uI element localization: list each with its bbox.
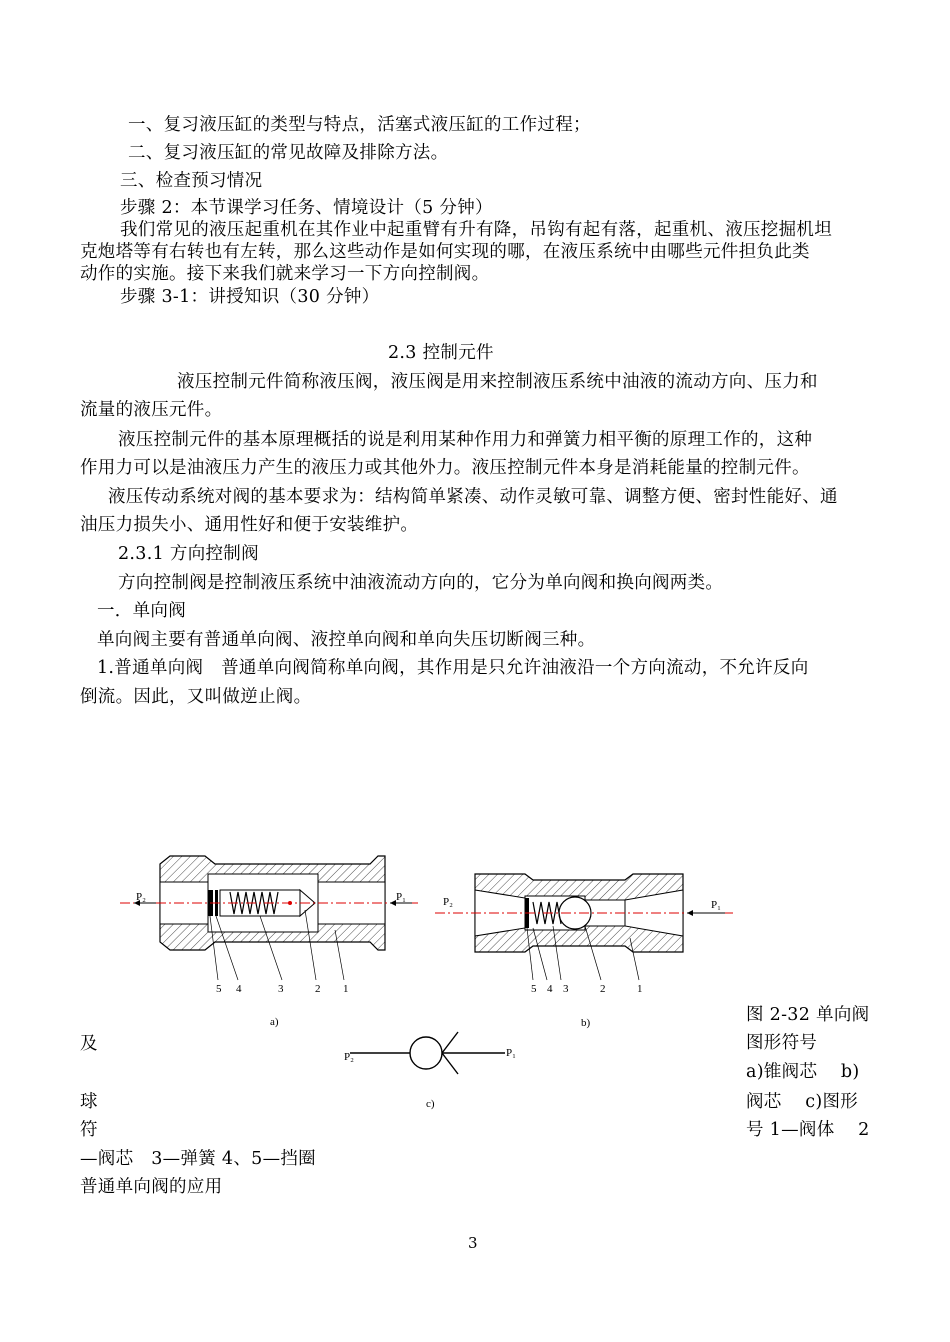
- b-num-3: 3: [563, 983, 569, 995]
- figure-a-cone-valve: [120, 850, 420, 1040]
- b-num-4: 4: [547, 983, 553, 995]
- figure-caption-line-2: 图形符号: [746, 1033, 818, 1053]
- intro-paragraph-line-2: 克炮塔等有右转也有左转，那么这些动作是如何实现的哪，在液压系统中由哪些元件担负此类: [80, 242, 810, 262]
- paragraph-4-line-2: 油压力损失小、通用性好和便于安装维护。: [80, 515, 419, 535]
- paragraph-3-line-1: 液压控制元件的基本原理概括的说是利用某种作用力和弹簧力相平衡的原理工作的，这种: [118, 430, 813, 450]
- b-label: b): [581, 1017, 591, 1029]
- check-valve-heading: 一．单向阀: [97, 601, 186, 621]
- b-num-2: 2: [600, 983, 606, 995]
- a-port-p1: P₁: [396, 891, 406, 903]
- figure-caption-line-3: a)锥阀芯 b): [746, 1062, 860, 1082]
- b-num-1: 1: [637, 983, 643, 995]
- a-num-3: 3: [278, 983, 284, 995]
- intro-paragraph-line-3: 动作的实施。接下来我们就来学习一下方向控制阀。: [80, 264, 490, 284]
- paragraph-7-line-2: 倒流。因此，又叫做逆止阀。: [80, 687, 312, 707]
- side-text-4: —阀芯 3—弹簧 4、5—挡圈: [80, 1149, 316, 1169]
- section-heading: 2.3 控制元件: [388, 343, 494, 363]
- b-port-p2: P₂: [443, 896, 453, 908]
- paragraph-5: 方向控制阀是控制液压系统中油液流动方向的，它分为单向阀和换向阀两类。: [118, 573, 724, 593]
- paragraph-2-line-1: 液压控制元件简称液压阀，液压阀是用来控制液压系统中油液的流动方向、压力和: [177, 372, 818, 392]
- side-text-5: 普通单向阀的应用: [80, 1177, 223, 1197]
- side-text-3: 符: [80, 1120, 98, 1140]
- c-port-p2: P₂: [344, 1051, 354, 1063]
- paragraph-4-line-1: 液压传动系统对阀的基本要求为：结构简单紧凑、动作灵敏可靠、调整方便、密封性能好、通: [108, 487, 838, 507]
- figure-caption-line-1: 图 2-32 单向阀: [746, 1005, 870, 1025]
- intro-paragraph-line-1: 我们常见的液压起重机在其作业中起重臂有升有降，吊钩有起有落，起重机、液压挖掘机坦: [120, 220, 832, 240]
- a-num-5: 5: [216, 983, 222, 995]
- paragraph-3-line-2: 作用力可以是油液压力产生的液压力或其他外力。液压控制元件本身是消耗能量的控制元件。: [80, 458, 810, 478]
- figure-caption-line-4: 阀芯 c)图形: [746, 1092, 859, 1112]
- figure-b-ball-valve: [435, 860, 735, 1040]
- side-text-2: 球: [80, 1092, 98, 1112]
- paragraph-7-line-1: 1.普通单向阀 普通单向阀简称单向阀，其作用是只允许油液沿一个方向流动，不允许反向: [97, 658, 809, 678]
- review-item-1: 一、复习液压缸的类型与特点，活塞式液压缸的工作过程；: [128, 115, 591, 135]
- a-num-2: 2: [315, 983, 321, 995]
- paragraph-2-line-2: 流量的液压元件。: [80, 400, 223, 420]
- c-label: c): [426, 1098, 435, 1110]
- a-num-1: 1: [343, 983, 349, 995]
- b-num-5: 5: [531, 983, 537, 995]
- b-port-p1: P₁: [711, 899, 721, 911]
- a-num-4: 4: [236, 983, 242, 995]
- review-item-2: 二、复习液压缸的常见故障及排除方法。: [128, 143, 449, 163]
- figure-c-symbol: [330, 1020, 550, 1120]
- c-port-p1: P₁: [506, 1047, 516, 1059]
- subsection-heading: 2.3.1 方向控制阀: [118, 544, 259, 564]
- step-2-line: 步骤 2：本节课学习任务、情境设计（5 分钟）: [120, 198, 493, 218]
- figure-caption-line-5: 号 1—阀体 2: [746, 1120, 870, 1140]
- paragraph-6: 单向阀主要有普通单向阀、液控单向阀和单向失压切断阀三种。: [97, 630, 596, 650]
- review-item-3: 三、检查预习情况: [120, 171, 263, 191]
- page-number: 3: [468, 1234, 478, 1252]
- a-label: a): [270, 1016, 279, 1028]
- a-port-p2: P₂: [136, 891, 146, 903]
- step-3-line: 步骤 3-1：讲授知识（30 分钟）: [120, 287, 380, 307]
- side-text-1: 及: [80, 1034, 98, 1054]
